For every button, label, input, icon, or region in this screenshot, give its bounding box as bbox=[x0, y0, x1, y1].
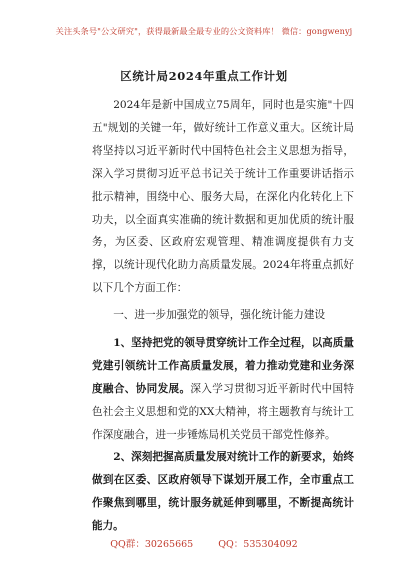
footer-qq-group: QQ群：30265665 bbox=[110, 539, 194, 550]
footer-contact bbox=[0, 536, 408, 550]
item-1-paragraph bbox=[92, 332, 354, 447]
section-heading-1: 一、进一步加强党的领导，强化统计能力建设 bbox=[113, 309, 326, 321]
intro-paragraph: 2024年是新中国成立75周年，同时也是实施"十四五"规划的关键一年，做好统计工作意义重大。区统计局将坚持以习近平新时代中国特色社会主义思想为指导，深入学习贯彻习近平总书记关于统计工作重要讲话指示批示精神，围绕中心、服务大局，在深化内化转化上下功夫，以全面真实准确的统计数据和更加优质的统计服务，为区委、区政府宏观管理、精准调度提供有力支撑，以统计现代化助力高质量发展。2024年将重点抓好以下几个方面工作： bbox=[92, 99, 354, 295]
item-1-body-text: 深入学习贯彻习近平新时代中国特色社会主义思想和党的XX大精神，将主题教育与统计工作深度融合，进一步锤炼局机关党员干部党性修养。 bbox=[92, 382, 355, 441]
footer-qq-number: QQ：535304092 bbox=[218, 539, 298, 550]
document-title: 区统计局2024年重点工作计划 bbox=[120, 69, 288, 83]
item-2-paragraph: 2、深刻把握高质量发展对统计工作的新要求，始终做到在区委、区政府领导下谋划开展工作，全市重点工作聚焦到哪里，统计服务就延伸到哪里，不断提高统计能力。 bbox=[92, 451, 354, 532]
header-banner: 关注头条号"公文研究"，获得最新最全最专业的公文资料库！ 微信：gongwenyj bbox=[55, 26, 353, 36]
item-1-bold-text: 1、坚持把党的领导贯穿统计工作全过程，以高质量党建引领统计工作高质量发展，着力推动党建和业务深度融合、协同发展。 bbox=[92, 337, 354, 395]
